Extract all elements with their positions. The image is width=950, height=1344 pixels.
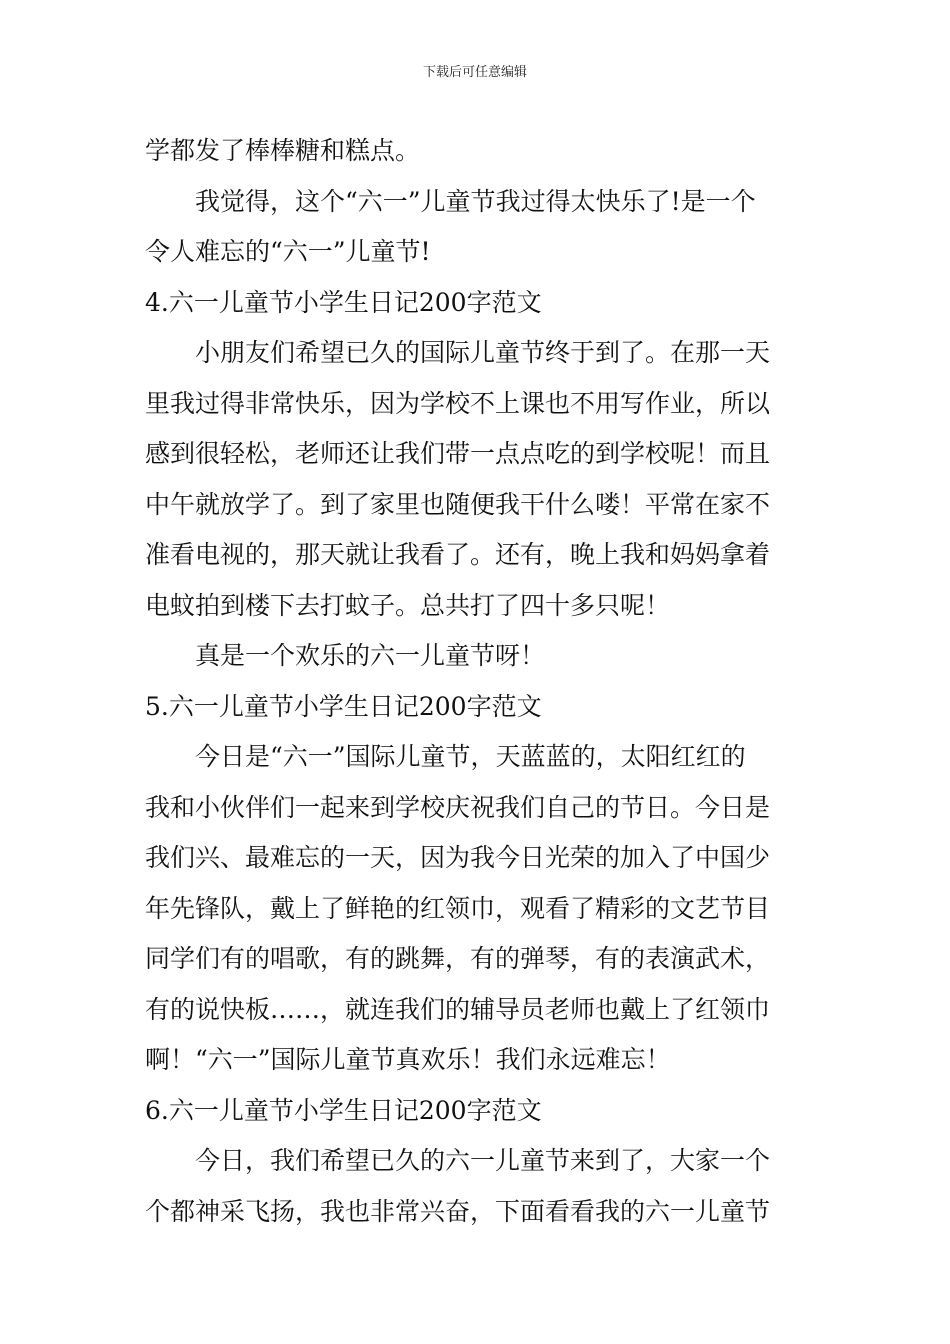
text-line: 6.六一儿童节小学生日记200字范文 (145, 1095, 542, 1125)
text-line: 4.六一儿童节小学生日记200字范文 (145, 287, 542, 317)
page-header: 下载后可任意编辑 (422, 65, 527, 80)
text-line: 准看电视的，那天就让我看了。还有，晚上我和妈妈拿着 (145, 540, 771, 569)
text-line: 年先锋队，戴上了鲜艳的红领巾，观看了精彩的文艺节目 (145, 893, 771, 923)
text-line: 小朋友们希望已久的国际儿童节终于到了。在那一天 (195, 338, 771, 367)
text-line: 啊！“六一”国际儿童节真欢乐！我们永远难忘！ (145, 1045, 671, 1074)
text-line: 真是一个欢乐的六一儿童节呀！ (195, 641, 546, 670)
text-line: 学都发了棒棒糖和糕点。 (145, 136, 421, 165)
text-line: 里我过得非常快乐，因为学校不上课也不用写作业，所以 (145, 388, 771, 418)
text-line: 我和小伙伴们一起来到学校庆祝我们自己的节日。今日是 (145, 792, 771, 822)
text-line: 我觉得，这个“六一”儿童节我过得太快乐了!是一个 (195, 186, 756, 216)
text-line: 令人难忘的“六一”儿童节! (145, 237, 431, 266)
text-line: 今日，我们希望已久的六一儿童节来到了，大家一个 (195, 1146, 771, 1175)
text-line: 5.六一儿童节小学生日记200字范文 (145, 691, 542, 721)
text-line: 有的说快板……，就连我们的辅导员老师也戴上了红领巾 (145, 994, 771, 1024)
text-line: 今日是“六一”国际儿童节，天蓝蓝的，太阳红红的 (195, 742, 746, 771)
text-line: 个都神采飞扬，我也非常兴奋，下面看看我的六一儿童节 (145, 1196, 771, 1226)
text-line: 我们兴、最难忘的一天，因为我今日光荣的加入了中国少 (145, 843, 771, 872)
text-line: 感到很轻松，老师还让我们带一点点吃的到学校呢！而且 (145, 439, 771, 468)
text-line: 中午就放学了。到了家里也随便我干什么喽！平常在家不 (145, 489, 771, 519)
document-body (145, 126, 810, 1237)
text-line: 同学们有的唱歌，有的跳舞，有的弹琴，有的表演武术， (145, 944, 771, 973)
text-line: 电蚊拍到楼下去打蚊子。总共打了四十多只呢！ (145, 590, 671, 620)
